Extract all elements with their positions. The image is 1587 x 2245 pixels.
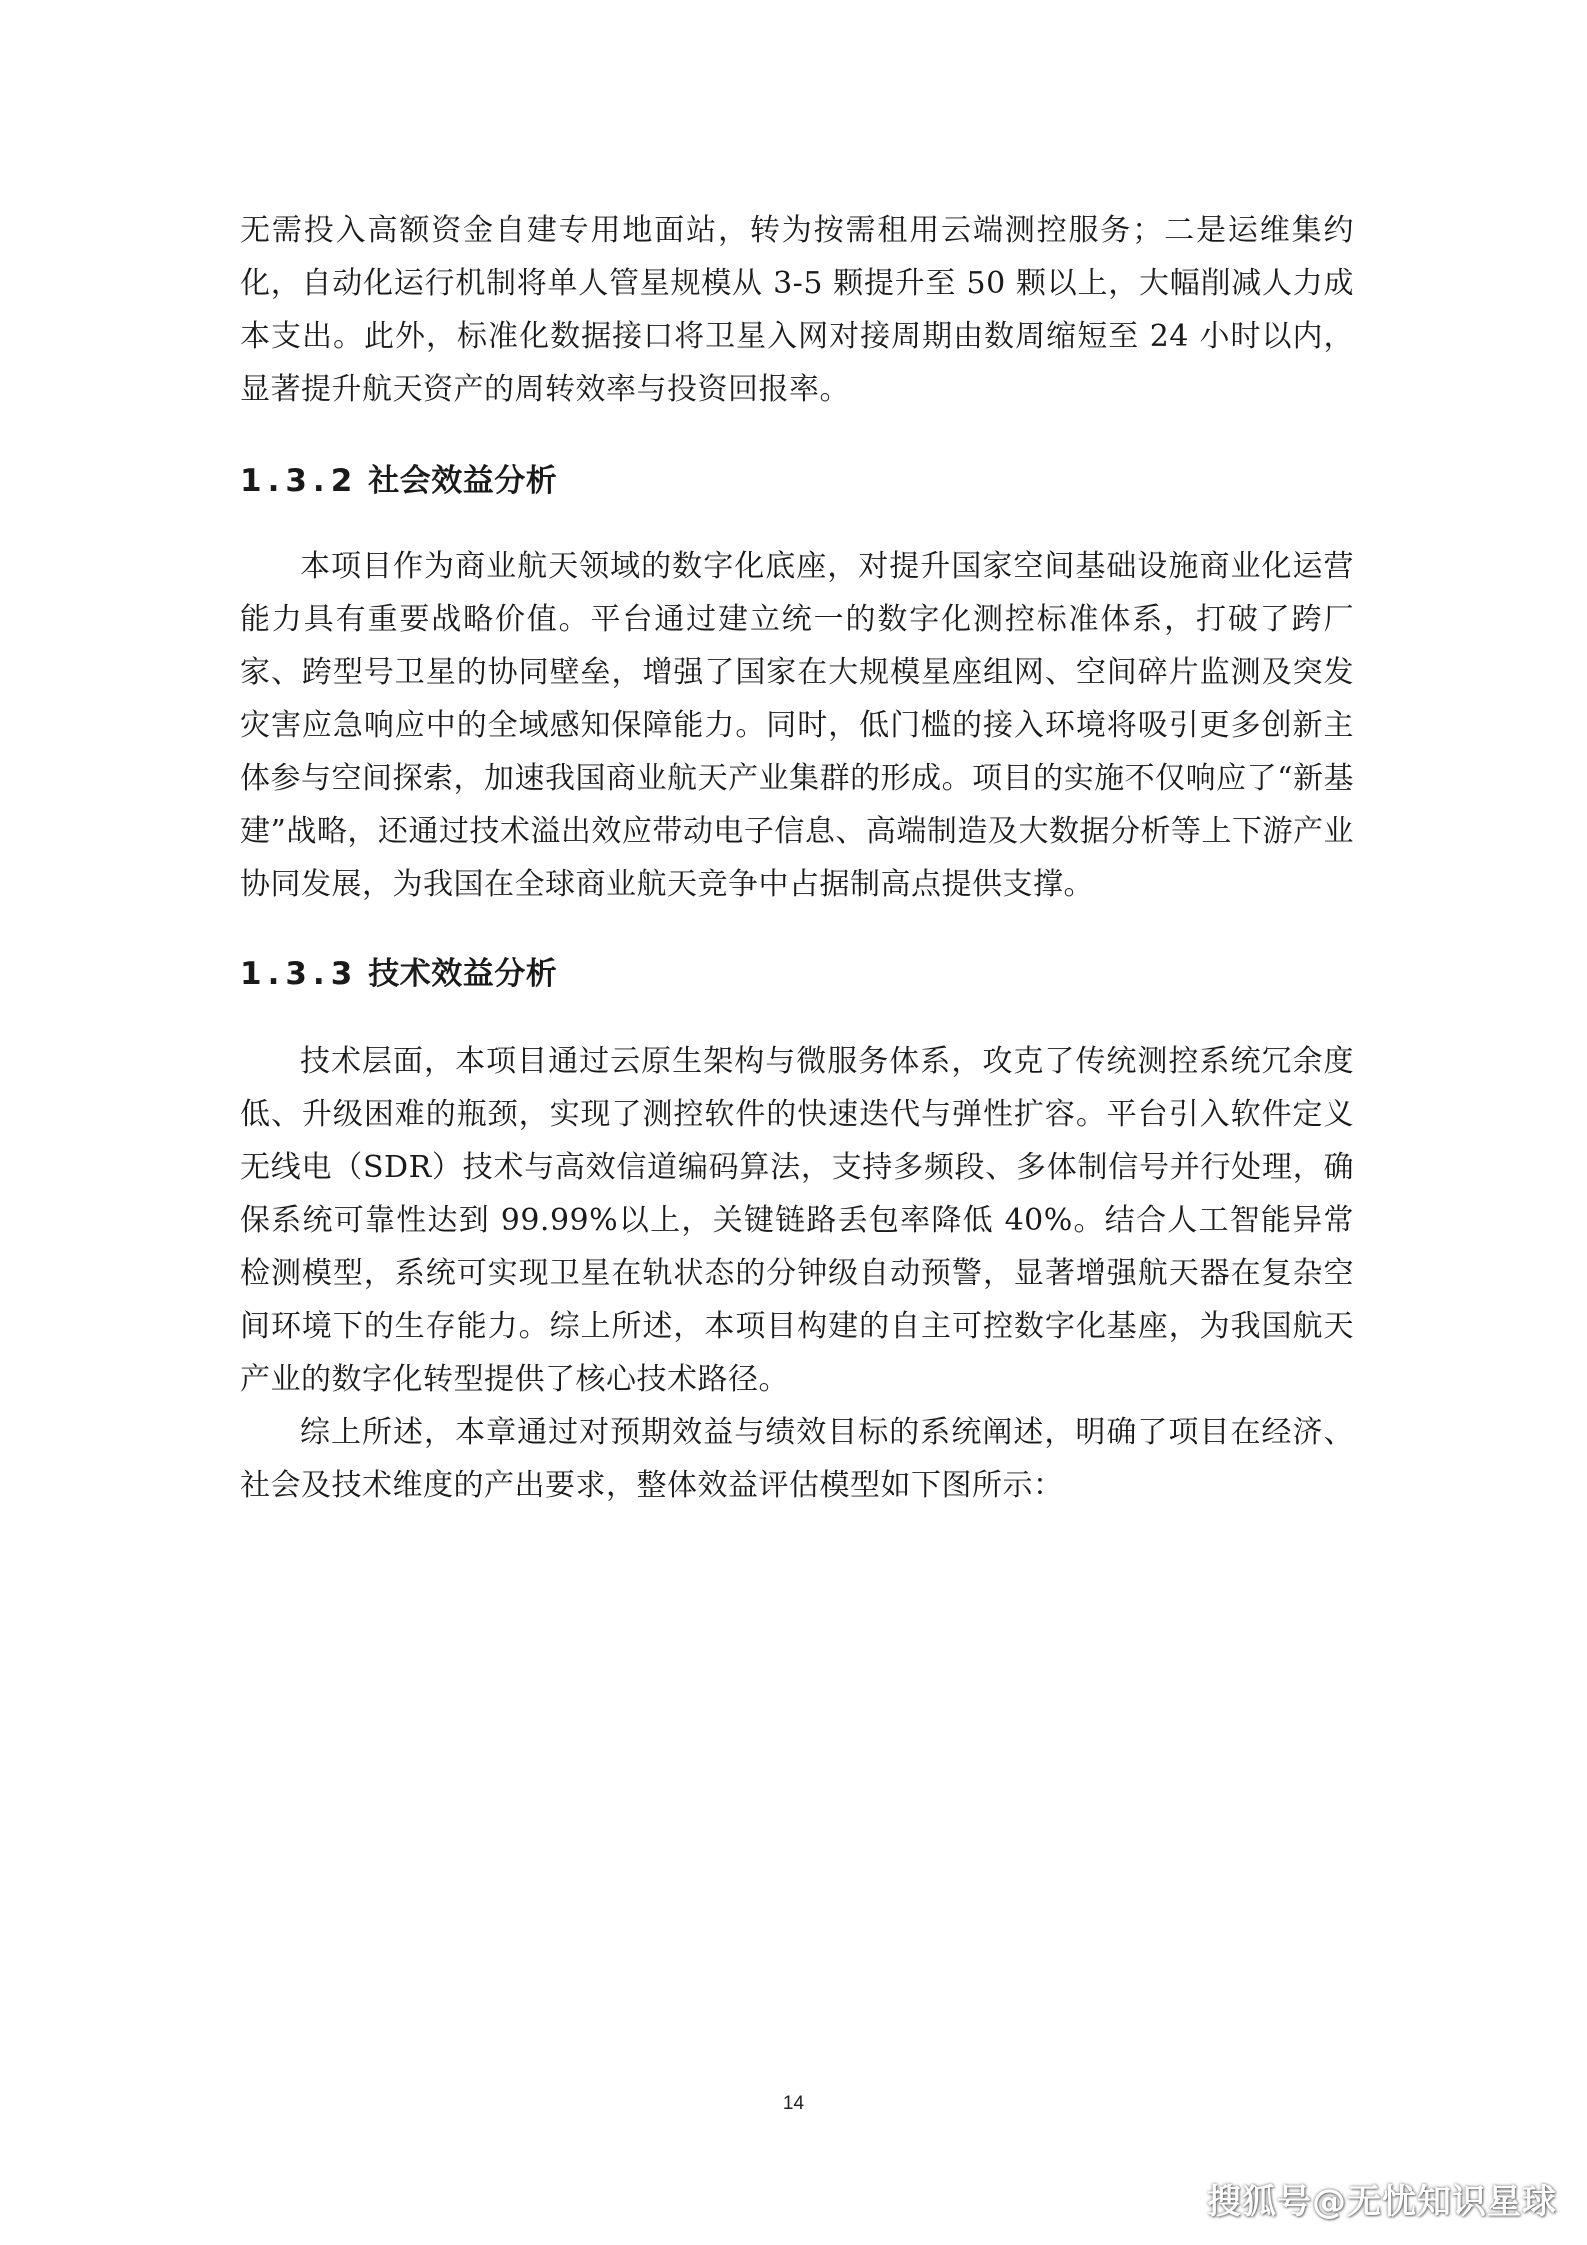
section-number: 1.3.2	[240, 463, 359, 499]
watermark: 搜狐号@无忧知识星球	[1207, 2182, 1557, 2222]
body-paragraph: 本项目作为商业航天领域的数字化底座，对提升国家空间基础设施商业化运营能力具有重要战略价值。平台通过建立统一的数字化测控标准体系，打破了跨厂家、跨型号卫星的协同壁垒，增强了国家在大规模星座组网、空间碎片监测及突发灾害应急响应中的全域感知保障能力。同时，低门槛的接入环境将吸引更多创新主体参与空间探索，加速我国商业航天产业集群的形成。项目的实施不仅响应了“新基建”战略，还通过技术溢出效应带动电子信息、高端制造及大数据分析等上下游产业协同发展，为我国在全球商业航天竞争中占据制高点提供支撑。	[240, 549, 1354, 902]
section-heading	[240, 951, 1354, 997]
summary-paragraph: 综上所述，本章通过对预期效益与绩效目标的系统阐述，明确了项目在经济、社会及技术维度的产出要求，整体效益评估模型如下图所示：	[240, 1415, 1354, 1503]
body-paragraph: 技术层面，本项目通过云原生架构与微服务体系，攻克了传统测控系统冗余度低、升级困难的瓶颈，实现了测控软件的快速迭代与弹性扩容。平台引入软件定义无线电（SDR）技术与高效信道编码算法，支持多频段、多体制信号并行处理，确保系统可靠性达到 99.99%以上，关键链路丢包率降低 40%。结合人工智能异常检测模型，系统可实现卫星在轨状态的分钟级自动预警，显著增强航天器在复杂空间环境下的生存能力。综上所述，本项目构建的自主可控数字化基座，为我国航天产业的数字化转型提供了核心技术路径。	[240, 1044, 1354, 1397]
section-title: 技术效益分析	[368, 956, 558, 992]
page-content	[240, 190, 1354, 1512]
body-paragraph: 无需投入高额资金自建专用地面站，转为按需租用云端测控服务；二是运维集约化，自动化运行机制将单人管星规模从 3-5 颗提升至 50 颗以上，大幅削减人力成本支出。此外，标准化数据接口将卫星入网对接周期由数周缩短至 24 小时以内，显著提升航天资产的周转效率与投资回报率。	[240, 213, 1354, 407]
section-heading	[240, 458, 1354, 504]
section-number: 1.3.3	[240, 956, 359, 992]
page-number: 14	[782, 2093, 805, 2114]
section-title: 社会效益分析	[368, 463, 558, 499]
